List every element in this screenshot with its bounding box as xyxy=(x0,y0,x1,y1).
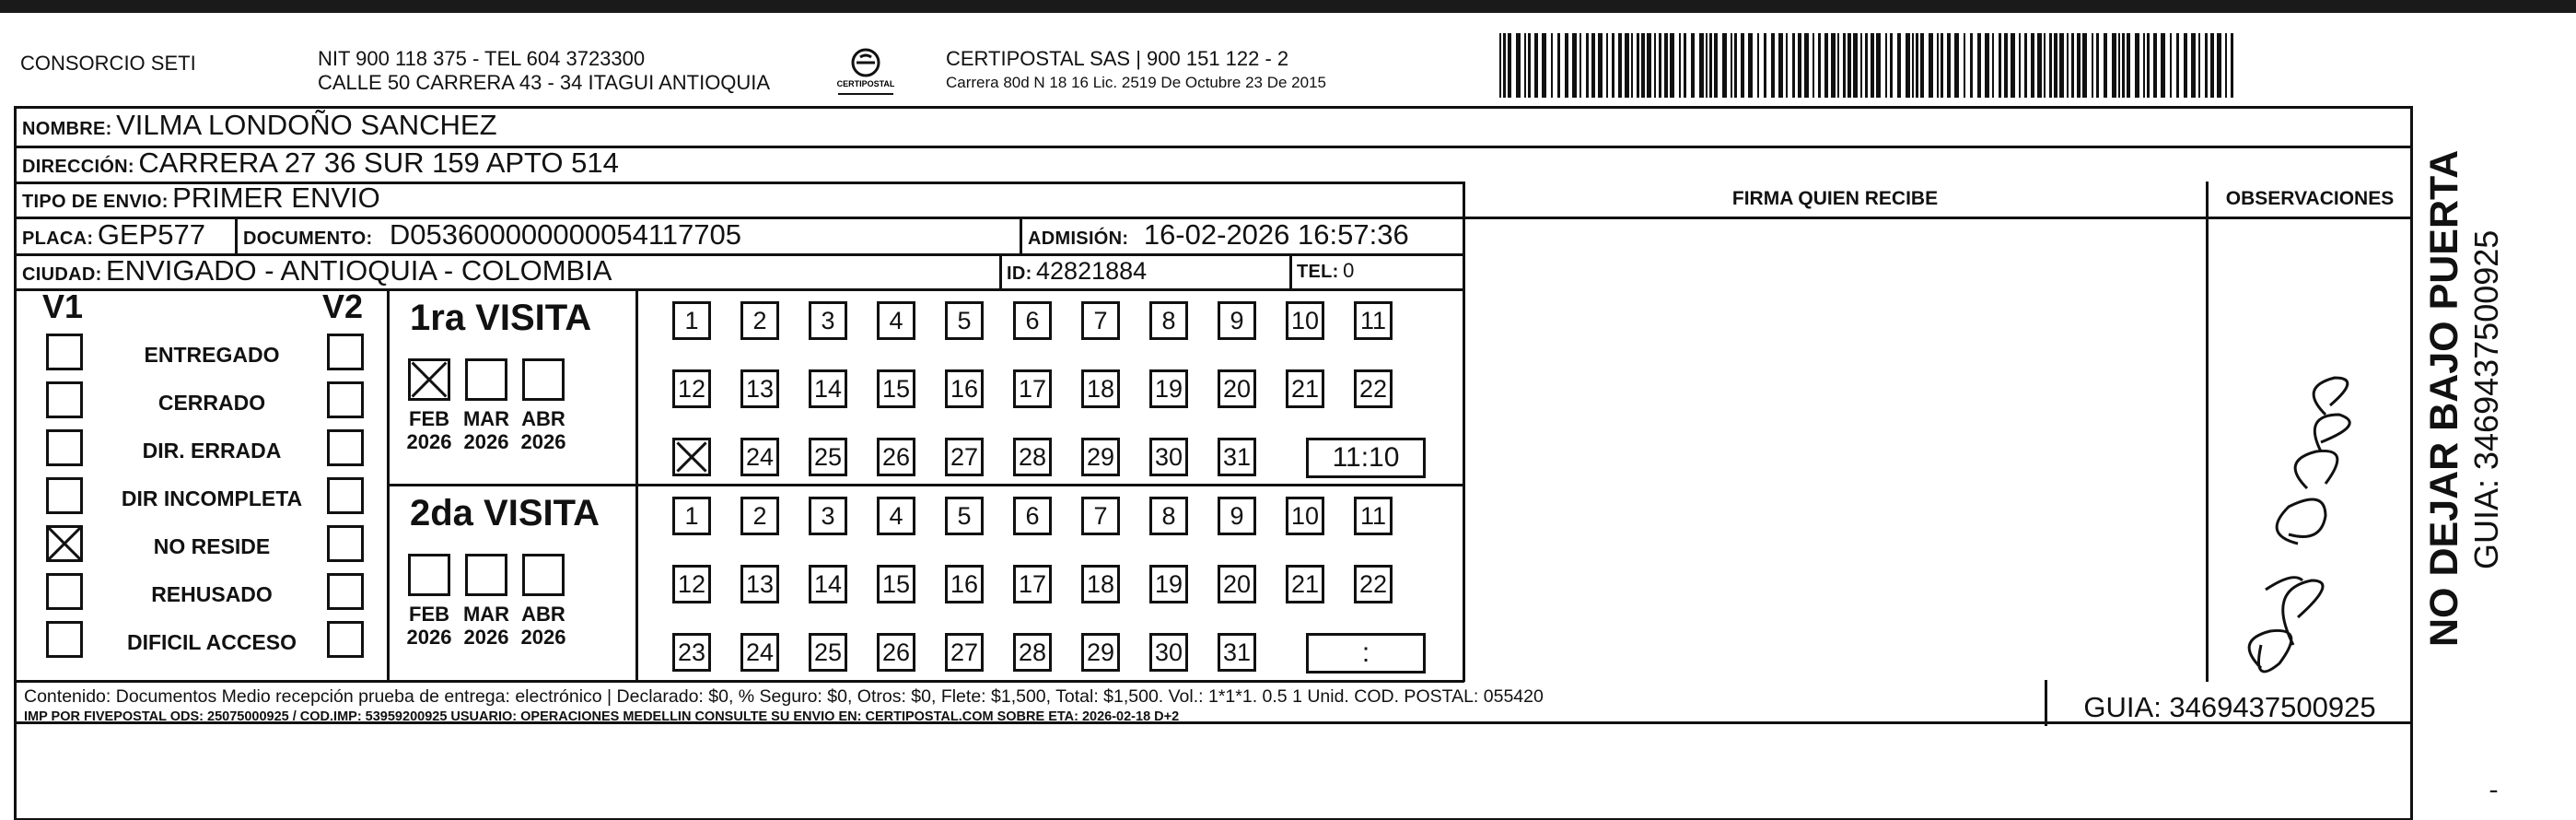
observations-header: OBSERVACIONES xyxy=(2225,188,2395,209)
admision-value: 16-02-2026 16:57:36 xyxy=(1143,218,1409,251)
barcode-bar xyxy=(1631,33,1633,98)
barcode-bar xyxy=(1786,33,1788,98)
day-box[interactable]: 14 xyxy=(809,565,847,603)
barcode-bar xyxy=(1618,33,1622,98)
month-name: MAR xyxy=(462,603,510,626)
day-box[interactable]: 18 xyxy=(1081,565,1120,603)
certipostal-logo xyxy=(829,46,903,100)
month-year: 2026 xyxy=(406,626,452,649)
barcode-bar xyxy=(1534,33,1538,98)
barcode xyxy=(1499,33,2236,98)
day-box[interactable]: 8 xyxy=(1149,301,1188,340)
month-year: 2026 xyxy=(463,430,509,453)
day-box[interactable]: 23 xyxy=(672,633,711,672)
sep-admision xyxy=(1020,217,1022,253)
day-box[interactable]: 3 xyxy=(809,497,847,535)
nombre-field xyxy=(22,109,497,147)
barcode-bar xyxy=(1757,33,1759,98)
month-name: FEB xyxy=(409,603,449,626)
id-value: 42821884 xyxy=(1036,257,1148,285)
day-box[interactable]: 6 xyxy=(1013,497,1052,535)
day-box[interactable]: 4 xyxy=(877,497,915,535)
day-box[interactable]: 21 xyxy=(1286,565,1324,603)
barcode-bar xyxy=(1876,33,1881,98)
barcode-bar xyxy=(2082,33,2087,98)
day-box[interactable]: 3 xyxy=(809,301,847,340)
status-v1-checkbox[interactable] xyxy=(46,429,83,466)
barcode-bar xyxy=(1684,33,1686,98)
barcode-bar xyxy=(1598,33,1603,98)
day-box[interactable]: 16 xyxy=(945,369,984,408)
status-label: CERRADO xyxy=(157,391,266,415)
day-box[interactable]: 7 xyxy=(1081,497,1120,535)
barcode-bar xyxy=(2054,33,2057,98)
logo-text: CERTIPOSTAL xyxy=(836,79,895,88)
status-v2-checkbox[interactable] xyxy=(327,334,364,370)
barcode-bar xyxy=(1586,33,1589,98)
month-year: 2026 xyxy=(520,626,566,649)
day-box[interactable]: 4 xyxy=(877,301,915,340)
barcode-bar xyxy=(1741,33,1744,98)
sep-tel xyxy=(1289,253,1292,288)
barcode-bar xyxy=(2122,33,2125,98)
tel-label: TEL: xyxy=(1297,262,1339,282)
barcode-bar xyxy=(1572,33,1577,98)
barcode-bar xyxy=(1691,33,1695,98)
day-box[interactable]: 12 xyxy=(672,369,711,408)
status-v1-checkbox[interactable] xyxy=(46,573,83,610)
barcode-bar xyxy=(1824,33,1828,98)
ciudad-label: CIUDAD: xyxy=(22,264,102,285)
barcode-bar xyxy=(1524,33,1526,98)
barcode-bar xyxy=(1865,33,1868,98)
barcode-bar xyxy=(1528,33,1531,98)
barcode-bar xyxy=(1778,33,1783,98)
day-box[interactable]: 15 xyxy=(877,565,915,603)
barcode-bar xyxy=(2071,33,2074,98)
ciudad-value: ENVIGADO - ANTIOQUIA - COLOMBIA xyxy=(106,254,612,287)
day-box[interactable]: 1 xyxy=(672,301,711,340)
footer-contenido: Contenido: Documentos Medio recepción prueba de entrega: electrónico | Declarado: $0, % Seguro: $0, Otros: $0, Flete: $1,500, Total: $1,500. Vol.: 1*1*1. 0.5 1 Unid. COD. POSTAL: 055420 xyxy=(24,686,1544,707)
barcode-bar xyxy=(1731,33,1732,98)
barcode-bar xyxy=(2059,33,2064,98)
documento-label: DOCUMENTO: xyxy=(243,228,373,249)
barcode-bar xyxy=(2019,33,2021,98)
barcode-bar xyxy=(1625,33,1629,98)
barcode-bar xyxy=(1670,33,1674,98)
status-v1-checkbox[interactable] xyxy=(46,477,83,514)
barcode-bar xyxy=(1641,33,1645,98)
month-year: 2026 xyxy=(463,626,509,649)
day-box[interactable]: 11 xyxy=(1354,497,1393,535)
direccion-field xyxy=(22,146,619,185)
sep-guia xyxy=(2045,680,2047,726)
barcode-bar xyxy=(2135,33,2139,98)
barcode-bar xyxy=(1885,33,1887,98)
day-box[interactable]: 10 xyxy=(1286,497,1324,535)
barcode-bar xyxy=(1798,33,1801,98)
barcode-bar xyxy=(2210,33,2214,98)
visit1-title: 1ra VISITA xyxy=(410,298,592,338)
barcode-bar xyxy=(1831,33,1836,98)
barcode-bar xyxy=(1542,33,1546,98)
day-box[interactable]: 9 xyxy=(1218,301,1256,340)
month-checkbox[interactable] xyxy=(408,554,450,596)
barcode-bar xyxy=(1664,33,1668,98)
barcode-bar xyxy=(1992,33,1994,98)
frame-left xyxy=(14,106,17,820)
barcode-bar xyxy=(1843,33,1846,98)
visit2-title: 2da VISITA xyxy=(410,493,600,533)
day-box[interactable]: 29 xyxy=(1081,633,1120,672)
month-name: ABR xyxy=(521,603,565,626)
visit-sep xyxy=(387,484,1464,486)
day-box[interactable]: 26 xyxy=(877,633,915,672)
barcode-bar xyxy=(2037,33,2042,98)
status-v2-checkbox[interactable] xyxy=(327,525,364,562)
frame-right xyxy=(2410,106,2413,820)
barcode-bar xyxy=(1985,33,1989,98)
status-v1-checkbox[interactable] xyxy=(46,381,83,418)
barcode-bar xyxy=(1860,33,1862,98)
barcode-bar xyxy=(1947,33,1951,98)
day-box[interactable]: 15 xyxy=(877,369,915,408)
tipo-label: TIPO DE ENVIO: xyxy=(22,192,169,212)
month-checkbox[interactable] xyxy=(408,358,450,401)
status-v1-checkbox[interactable] xyxy=(46,621,83,658)
status-v1-checkbox[interactable] xyxy=(46,525,83,562)
barcode-bar xyxy=(1771,33,1775,98)
barcode-bar xyxy=(2198,33,2200,98)
barcode-bar xyxy=(2184,33,2187,98)
day-box[interactable]: 28 xyxy=(1013,438,1052,476)
barcode-bar xyxy=(1897,33,1901,98)
status-v2-checkbox[interactable] xyxy=(327,573,364,610)
barcode-bar xyxy=(2143,33,2145,98)
day-box[interactable]: 21 xyxy=(1286,369,1324,408)
barcode-bar xyxy=(1659,33,1661,98)
barcode-bar xyxy=(1804,33,1809,98)
day-box[interactable]: 5 xyxy=(945,497,984,535)
day-box[interactable]: 7 xyxy=(1081,301,1120,340)
day-box[interactable]: 25 xyxy=(809,438,847,476)
carrier-name: CERTIPOSTAL SAS | 900 151 122 - 2 xyxy=(946,47,1289,70)
barcode-bar xyxy=(1557,33,1560,98)
barcode-bar xyxy=(1499,33,1501,98)
barcode-bar xyxy=(1722,33,1727,98)
barcode-bar xyxy=(1734,33,1737,98)
barcode-bar xyxy=(1764,33,1766,98)
barcode-bar xyxy=(1890,33,1893,98)
status-label: REHUSADO xyxy=(151,582,273,606)
footer-guia: GUIA: 3469437500925 xyxy=(2083,691,2376,723)
barcode-bar xyxy=(2024,33,2027,98)
barcode-bar xyxy=(2127,33,2130,98)
barcode-bar xyxy=(1591,33,1595,98)
barcode-bar xyxy=(1818,33,1821,98)
day-box[interactable]: 9 xyxy=(1218,497,1256,535)
day-box[interactable]: 17 xyxy=(1013,369,1052,408)
signature-header: FIRMA QUIEN RECIBE xyxy=(1731,188,1939,209)
barcode-bar xyxy=(1813,33,1814,98)
status-v2-checkbox[interactable] xyxy=(327,381,364,418)
barcode-bar xyxy=(2147,33,2150,98)
barcode-bar xyxy=(1612,33,1614,98)
placa-value: GEP577 xyxy=(97,218,206,251)
status-v1-checkbox[interactable] xyxy=(46,334,83,370)
day-box[interactable]: 29 xyxy=(1081,438,1120,476)
admision-field xyxy=(1028,218,1409,257)
month-checkbox[interactable] xyxy=(465,554,507,596)
day-box[interactable]: 22 xyxy=(1354,369,1393,408)
day-box[interactable]: 19 xyxy=(1149,369,1188,408)
barcode-bar xyxy=(1977,33,1981,98)
id-field xyxy=(1007,254,1147,292)
barcode-bar xyxy=(2077,33,2081,98)
day-box[interactable]: 5 xyxy=(945,301,984,340)
col-sig-left xyxy=(1463,182,1465,682)
side-guia: GUIA: 3469437500925 xyxy=(2467,229,2505,569)
company-address: CALLE 50 CARRERA 43 - 34 ITAGUI ANTIOQUIA xyxy=(318,71,771,94)
day-box[interactable]: 17 xyxy=(1013,565,1052,603)
barcode-bar xyxy=(2011,33,2015,98)
month-year: 2026 xyxy=(520,430,566,453)
barcode-bar xyxy=(1503,33,1506,98)
company-nit-tel: NIT 900 118 375 - TEL 604 3723300 xyxy=(318,47,646,70)
barcode-bar xyxy=(2191,33,2196,98)
status-v2-checkbox[interactable] xyxy=(327,477,364,514)
barcode-bar xyxy=(1565,33,1568,98)
barcode-bar xyxy=(1508,33,1511,98)
company-name: CONSORCIO SETI xyxy=(20,52,196,75)
status-label: DIR. ERRADA xyxy=(142,439,282,463)
day-box[interactable]: 27 xyxy=(945,438,984,476)
month-checkbox[interactable] xyxy=(522,554,565,596)
day-box[interactable] xyxy=(672,438,711,476)
nombre-label: NOMBRE: xyxy=(22,119,112,139)
barcode-bar xyxy=(1679,33,1681,98)
barcode-bar xyxy=(2096,33,2099,98)
col-obs-left xyxy=(2206,182,2209,682)
month-name: ABR xyxy=(521,407,565,430)
sep-placa xyxy=(235,217,238,253)
barcode-bar xyxy=(2067,33,2069,98)
day-box[interactable]: 28 xyxy=(1013,633,1052,672)
day-box[interactable]: 16 xyxy=(945,565,984,603)
barcode-bar xyxy=(2153,33,2157,98)
barcode-bar xyxy=(1853,33,1858,98)
month-year: 2026 xyxy=(406,430,452,453)
tel-value: 0 xyxy=(1343,259,1355,282)
id-label: ID: xyxy=(1007,264,1032,284)
status-label: ENTREGADO xyxy=(144,343,280,367)
day-box[interactable]: 30 xyxy=(1149,633,1188,672)
day-box[interactable]: 27 xyxy=(945,633,984,672)
visit-time-box[interactable]: : xyxy=(1306,633,1426,674)
sep-id xyxy=(999,253,1002,288)
barcode-bar xyxy=(1937,33,1939,98)
status-label: NO RESIDE xyxy=(153,534,271,558)
barcode-bar xyxy=(2231,33,2233,98)
direccion-value: CARRERA 27 36 SUR 159 APTO 514 xyxy=(138,146,619,179)
barcode-bar xyxy=(1579,33,1581,98)
status-label: DIR INCOMPLETA xyxy=(121,486,303,510)
barcode-bar xyxy=(2031,33,2034,98)
barcode-bar xyxy=(1699,33,1704,98)
documento-value: D053600000000054117705 xyxy=(389,218,742,251)
day-box[interactable]: 13 xyxy=(740,565,779,603)
barcode-bar xyxy=(2104,33,2107,98)
barcode-bar xyxy=(1516,33,1521,98)
barcode-bar xyxy=(1871,33,1874,98)
documento-field xyxy=(243,218,741,257)
barcode-bar xyxy=(2176,33,2179,98)
day-box[interactable]: 6 xyxy=(1013,301,1052,340)
barcode-bar xyxy=(1709,33,1712,98)
corner-mark: ـ xyxy=(2490,773,2498,798)
barcode-bar xyxy=(1637,33,1639,98)
barcode-bar xyxy=(1970,33,1973,98)
top-border xyxy=(0,0,2576,13)
barcode-bar xyxy=(2092,33,2093,98)
status-v2-checkbox[interactable] xyxy=(327,621,364,658)
month-name: MAR xyxy=(462,407,510,430)
barcode-bar xyxy=(1847,33,1851,98)
v2-label: V2 xyxy=(322,287,364,325)
day-box[interactable]: 19 xyxy=(1149,565,1188,603)
day-box[interactable]: 24 xyxy=(740,438,779,476)
day-box[interactable]: 14 xyxy=(809,369,847,408)
barcode-bar xyxy=(2225,33,2227,98)
barcode-bar xyxy=(1551,33,1553,98)
barcode-bar xyxy=(1912,33,1914,98)
admision-label: ADMISIÓN: xyxy=(1028,228,1129,249)
barcode-bar xyxy=(2044,33,2046,98)
day-box[interactable]: 22 xyxy=(1354,565,1393,603)
status-label: DIFICIL ACCESO xyxy=(126,630,297,654)
barcode-bar xyxy=(1792,33,1795,98)
day-box[interactable]: 11 xyxy=(1354,301,1393,340)
tipo-field xyxy=(22,182,380,220)
barcode-bar xyxy=(1999,33,2001,98)
visit-time-box[interactable]: 11:10 xyxy=(1306,438,1426,478)
placa-label: PLACA: xyxy=(22,228,94,249)
day-box[interactable]: 12 xyxy=(672,565,711,603)
nombre-value: VILMA LONDOÑO SANCHEZ xyxy=(116,109,497,141)
status-v2-checkbox[interactable] xyxy=(327,429,364,466)
month-checkbox[interactable] xyxy=(465,358,507,401)
barcode-bar xyxy=(1748,33,1753,98)
day-box[interactable]: 2 xyxy=(740,301,779,340)
barcode-bar xyxy=(2004,33,2008,98)
barcode-bar xyxy=(1714,33,1718,98)
row-line-7 xyxy=(14,680,1464,683)
barcode-bar xyxy=(2170,33,2172,98)
barcode-bar xyxy=(1906,33,1910,98)
ciudad-field xyxy=(22,254,612,293)
day-box[interactable]: 18 xyxy=(1081,369,1120,408)
footer-imp: IMP POR FIVEPOSTAL ODS: 25075000925 / COD.IMP: 53959200925 USUARIO: OPERACIONES MEDELLIN CONSULTE SU ENVIO EN: CERTIPOSTAL.COM SOBRE ETA: 2026-02-18 D+2 xyxy=(24,709,1180,724)
sig-header-line xyxy=(1464,217,2413,219)
day-box[interactable]: 25 xyxy=(809,633,847,672)
barcode-bar xyxy=(2205,33,2208,98)
barcode-bar xyxy=(1654,33,1656,98)
barcode-bar xyxy=(2217,33,2221,98)
barcode-bar xyxy=(2112,33,2116,98)
tel-field xyxy=(1297,254,1354,290)
barcode-bar xyxy=(1837,33,1839,98)
day-box[interactable]: 31 xyxy=(1218,438,1256,476)
day-box[interactable]: 10 xyxy=(1286,301,1324,340)
barcode-bar xyxy=(1606,33,1608,98)
month-name: FEB xyxy=(409,407,449,430)
month-checkbox[interactable] xyxy=(522,358,565,401)
day-box[interactable]: 20 xyxy=(1218,565,1256,603)
barcode-bar xyxy=(1941,33,1943,98)
day-box[interactable]: 20 xyxy=(1218,369,1256,408)
day-box[interactable]: 30 xyxy=(1149,438,1188,476)
day-box[interactable]: 13 xyxy=(740,369,779,408)
direccion-label: DIRECCIÓN: xyxy=(22,157,134,177)
tipo-value: PRIMER ENVIO xyxy=(172,182,380,214)
barcode-bar xyxy=(2161,33,2165,98)
handwritten-signature xyxy=(2210,313,2404,682)
day-box[interactable]: 8 xyxy=(1149,497,1188,535)
barcode-bar xyxy=(1916,33,1918,98)
day-box[interactable]: 31 xyxy=(1218,633,1256,672)
side-warning: NO DEJAR BAJO PUERTA xyxy=(2422,149,2466,647)
day-box[interactable]: 26 xyxy=(877,438,915,476)
barcode-bar xyxy=(1647,33,1651,98)
day-box[interactable]: 24 xyxy=(740,633,779,672)
barcode-bar xyxy=(1964,33,1965,98)
v1-label: V1 xyxy=(42,287,84,325)
barcode-bar xyxy=(1954,33,1959,98)
barcode-bar xyxy=(2049,33,2052,98)
carrier-license: Carrera 80d N 18 16 Lic. 2519 De Octubre 23 De 2015 xyxy=(946,74,1326,91)
day-box[interactable]: 1 xyxy=(672,497,711,535)
barcode-bar xyxy=(1706,33,1708,98)
placa-field xyxy=(22,218,205,257)
barcode-bar xyxy=(1920,33,1924,98)
barcode-bar xyxy=(2118,33,2120,98)
day-box[interactable]: 2 xyxy=(740,497,779,535)
barcode-bar xyxy=(1929,33,1933,98)
